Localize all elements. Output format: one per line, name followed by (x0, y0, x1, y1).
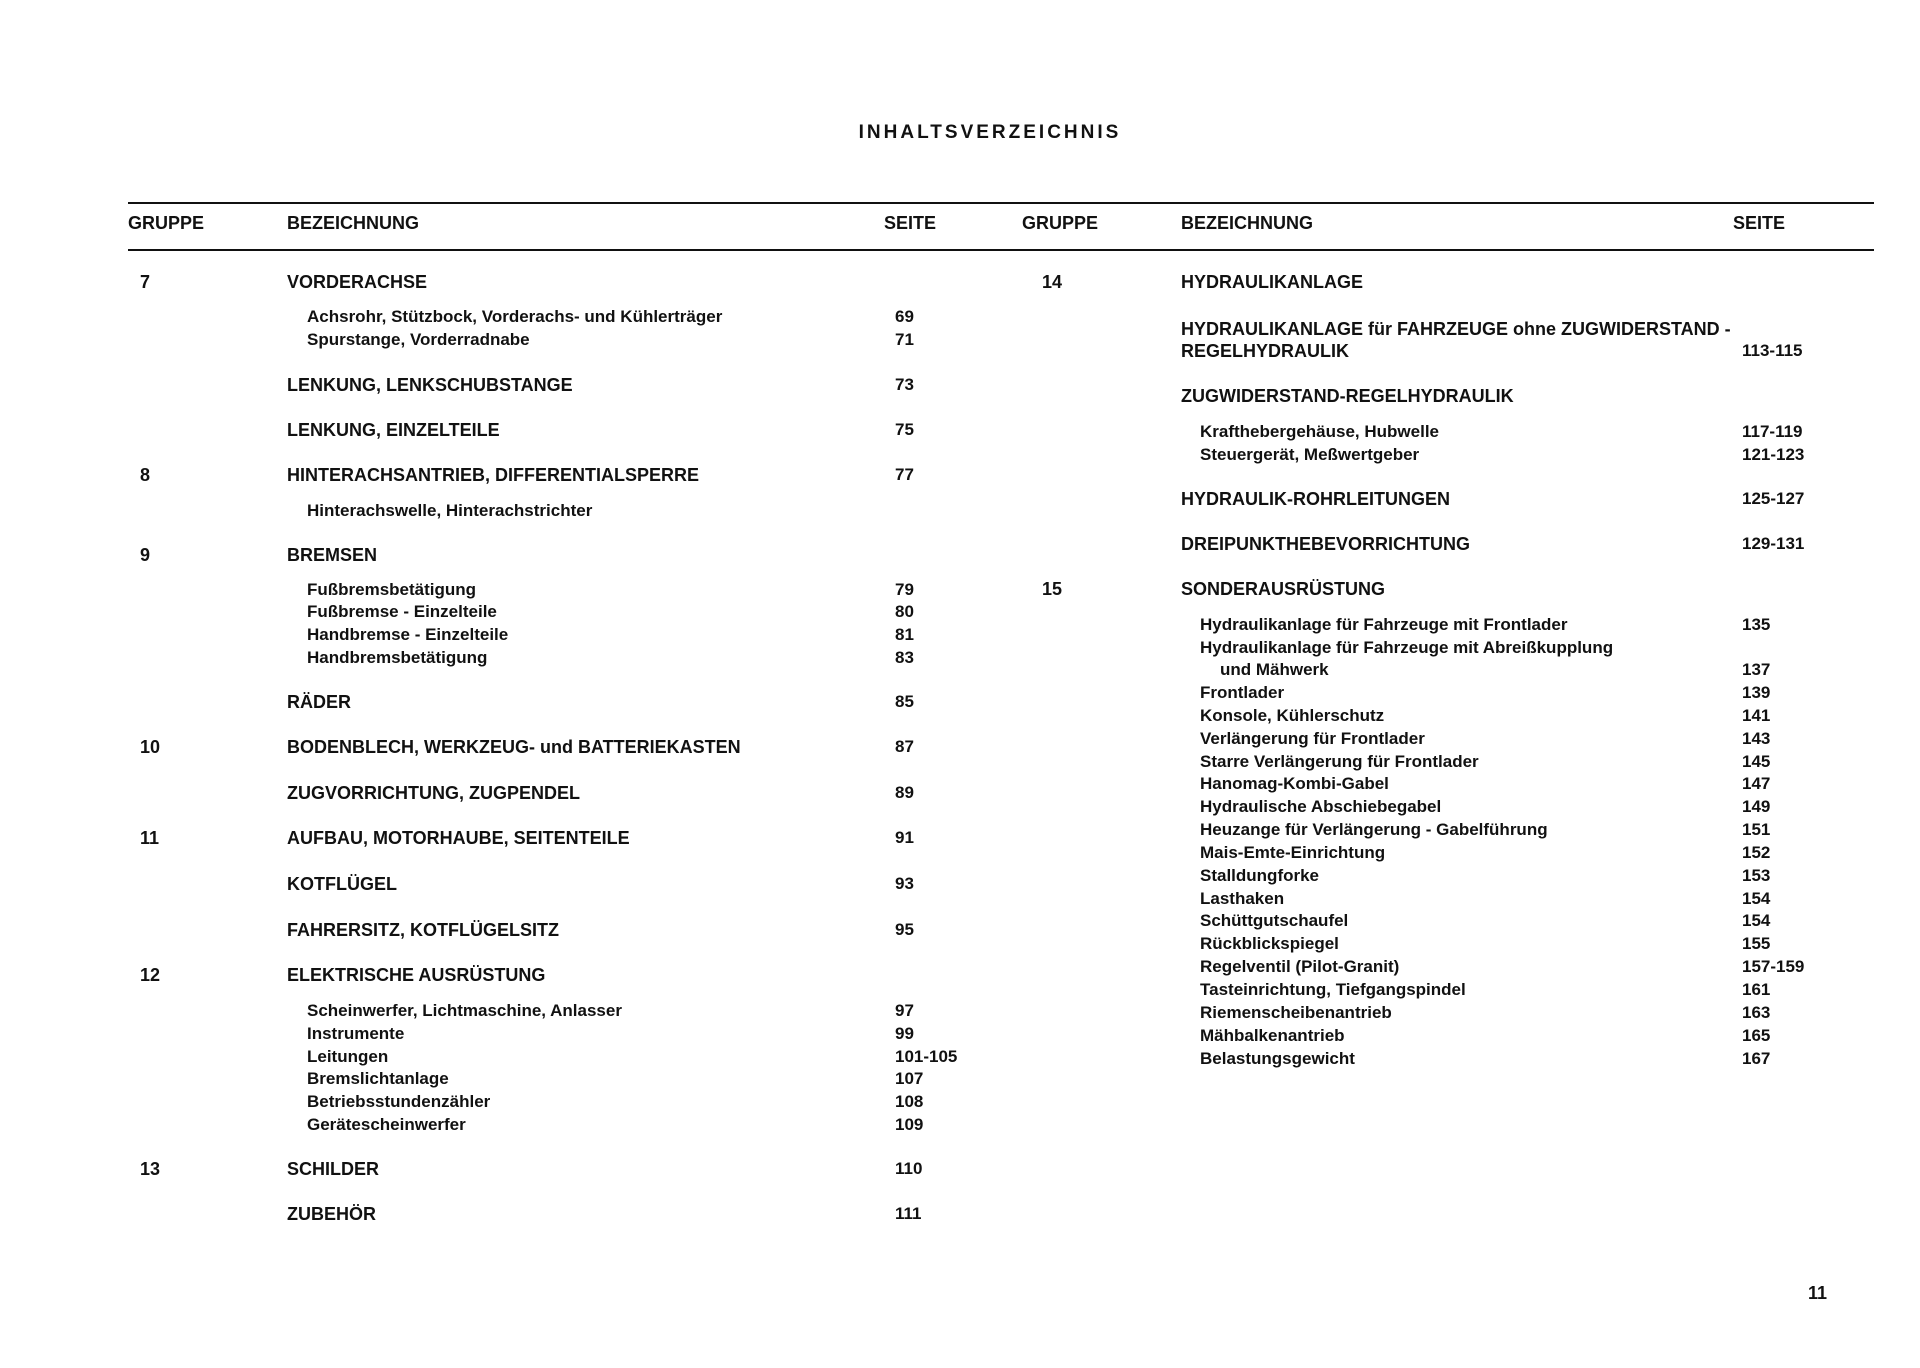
left-section-title: ELEKTRISCHE AUSRÜSTUNG (287, 965, 546, 985)
left-page-ref: 91 (895, 828, 914, 847)
left-section-title: ZUGVORRICHTUNG, ZUGPENDEL (287, 783, 581, 803)
right-page-ref: 152 (1742, 843, 1771, 862)
left-page-ref: 95 (895, 920, 914, 939)
right-page-ref: 135 (1742, 615, 1771, 634)
left-page-ref: 110 (895, 1159, 923, 1178)
left-page-ref: 111 (895, 1204, 922, 1223)
left-section-title: FAHRERSITZ, KOTFLÜGELSITZ (287, 920, 559, 940)
right-page-ref: 154 (1742, 889, 1771, 908)
left-page-ref: 89 (895, 783, 914, 802)
right-subsection-item: Hanomag-Kombi-Gabel (1200, 774, 1389, 793)
header-seite-left: SEITE (884, 213, 937, 233)
right-subsection-item: Schüttgutschaufel (1200, 911, 1349, 930)
right-subsection-item: Hydraulikanlage für Fahrzeuge mit Frontlader (1200, 615, 1568, 634)
right-page-ref: 129-131 (1742, 534, 1805, 553)
left-group-number: 13 (140, 1159, 161, 1179)
left-section-title: BREMSEN (287, 545, 378, 565)
right-section-title: ZUGWIDERSTAND-REGELHYDRAULIK (1181, 386, 1514, 406)
left-page-ref: 77 (895, 465, 914, 484)
right-section-title: DREIPUNKTHEBEVORRICHTUNG (1181, 534, 1471, 554)
header-seite-right: SEITE (1733, 213, 1786, 233)
right-group-number: 15 (1042, 579, 1063, 599)
left-page-ref: 107 (895, 1069, 924, 1088)
right-page-ref: 149 (1742, 797, 1771, 816)
right-subsection-item: Mais-Emte-Einrichtung (1200, 843, 1386, 862)
header-gruppe-left: GRUPPE (128, 213, 205, 233)
left-section-title: LENKUNG, EINZELTEILE (287, 420, 500, 440)
right-group-number: 14 (1042, 272, 1063, 292)
left-page-ref: 75 (895, 420, 914, 439)
left-subsection-item: Hinterachswelle, Hinterachstrichter (307, 501, 593, 520)
right-subsection-item: Heuzange für Verlängerung - Gabelführung (1200, 820, 1548, 839)
right-page-ref: 145 (1742, 752, 1771, 771)
left-group-number: 11 (140, 828, 160, 848)
right-page-ref: 154 (1742, 911, 1771, 930)
right-section-title: HYDRAULIKANLAGE (1181, 272, 1363, 292)
left-page-ref: 85 (895, 692, 914, 711)
left-page-ref: 99 (895, 1024, 914, 1043)
left-section-title: LENKUNG, LENKSCHUBSTANGE (287, 375, 573, 395)
header-rule-bottom (128, 249, 1874, 251)
right-subsection-item: Mähbalkenantrieb (1200, 1026, 1345, 1045)
right-page-ref: 163 (1742, 1003, 1771, 1022)
left-page-ref: 101-105 (895, 1047, 958, 1066)
left-group-number: 12 (140, 965, 161, 985)
right-page-ref: 121-123 (1742, 445, 1805, 464)
left-page-ref: 79 (895, 580, 914, 599)
right-page-ref: 137 (1742, 660, 1771, 679)
header-bezeichnung-right: BEZEICHNUNG (1181, 213, 1314, 233)
left-page-ref: 83 (895, 648, 914, 667)
left-section-title: AUFBAU, MOTORHAUBE, SEITENTEILE (287, 828, 630, 848)
left-subsection-item: Achsrohr, Stützbock, Vorderachs- und Kühlerträger (307, 307, 723, 326)
right-section-title: HYDRAULIKANLAGE für FAHRZEUGE ohne ZUGWIDERSTAND - (1181, 319, 1731, 339)
right-subsection-item: Starre Verlängerung für Frontlader (1200, 752, 1479, 771)
right-page-ref: 157-159 (1742, 957, 1805, 976)
left-section-title: HINTERACHSANTRIEB, DIFFERENTIALSPERRE (287, 465, 700, 485)
right-subsection-item: Lasthaken (1200, 889, 1285, 908)
right-page-ref: 143 (1742, 729, 1771, 748)
right-page-ref: 153 (1742, 866, 1771, 885)
right-subsection-item: Rückblickspiegel (1200, 934, 1339, 953)
page-title: INHALTSVERZEICHNIS (858, 122, 1122, 143)
left-subsection-item: Gerätescheinwerfer (307, 1115, 466, 1134)
right-page-ref: 139 (1742, 683, 1771, 702)
left-group-number: 9 (140, 545, 151, 565)
right-subsection-item: Krafthebergehäuse, Hubwelle (1200, 422, 1440, 441)
left-subsection-item: Instrumente (307, 1024, 405, 1043)
left-subsection-item: Fußbremsbetätigung (307, 580, 477, 599)
header-gruppe-right: GRUPPE (1022, 213, 1099, 233)
left-page-ref: 97 (895, 1001, 914, 1020)
right-page-ref: 165 (1742, 1026, 1771, 1045)
right-subsection-item: Tasteinrichtung, Tiefgangspindel (1200, 980, 1466, 999)
right-subsection-item: Regelventil (Pilot-Granit) (1200, 957, 1400, 976)
right-page-ref: 151 (1742, 820, 1771, 839)
left-group-number: 8 (140, 465, 151, 485)
right-page-ref: 113-115 (1742, 341, 1803, 360)
left-page-ref: 69 (895, 307, 914, 326)
left-section-title: SCHILDER (287, 1159, 380, 1179)
left-section-title: RÄDER (287, 692, 352, 712)
left-page-ref: 87 (895, 737, 914, 756)
left-page-ref: 80 (895, 602, 914, 621)
right-subsection-item: und Mähwerk (1220, 660, 1329, 679)
left-page-ref: 93 (895, 874, 914, 893)
right-subsection-item: Hydraulische Abschiebegabel (1200, 797, 1442, 816)
right-page-ref: 155 (1742, 934, 1771, 953)
right-subsection-item: Riemenscheibenantrieb (1200, 1003, 1392, 1022)
right-page-ref: 161 (1742, 980, 1771, 999)
right-page-ref: 141 (1742, 706, 1771, 725)
left-page-ref: 109 (895, 1115, 924, 1134)
left-page-ref: 73 (895, 375, 914, 394)
right-section-title: REGELHYDRAULIK (1181, 341, 1350, 361)
right-subsection-item: Frontlader (1200, 683, 1285, 702)
left-subsection-item: Handbremsbetätigung (307, 648, 488, 667)
right-subsection-item: Konsole, Kühlerschutz (1200, 706, 1385, 725)
left-subsection-item: Fußbremse - Einzelteile (307, 602, 497, 621)
left-page-ref: 108 (895, 1092, 924, 1111)
left-section-title: BODENBLECH, WERKZEUG- und BATTERIEKASTEN (287, 737, 741, 757)
left-subsection-item: Betriebsstundenzähler (307, 1092, 491, 1111)
left-subsection-item: Leitungen (307, 1047, 389, 1066)
left-group-number: 7 (140, 272, 151, 292)
right-page-ref: 147 (1742, 774, 1771, 793)
left-section-title: KOTFLÜGEL (287, 874, 397, 894)
right-subsection-item: Steuergerät, Meßwertgeber (1200, 445, 1420, 464)
left-subsection-item: Handbremse - Einzelteile (307, 625, 509, 644)
left-subsection-item: Bremslichtanlage (307, 1069, 449, 1088)
left-section-title: VORDERACHSE (287, 272, 428, 292)
left-section-title: ZUBEHÖR (287, 1204, 376, 1224)
left-page-ref: 71 (895, 330, 914, 349)
right-section-title: SONDERAUSRÜSTUNG (1181, 579, 1386, 599)
right-page-ref: 117-119 (1742, 422, 1803, 441)
header-bezeichnung-left: BEZEICHNUNG (287, 213, 420, 233)
right-subsection-item: Hydraulikanlage für Fahrzeuge mit Abreißkupplung (1200, 638, 1614, 657)
left-page-ref: 81 (895, 625, 914, 644)
right-section-title: HYDRAULIK-ROHRLEITUNGEN (1181, 489, 1450, 509)
left-subsection-item: Scheinwerfer, Lichtmaschine, Anlasser (307, 1001, 622, 1020)
right-page-ref: 167 (1742, 1049, 1771, 1068)
right-subsection-item: Verlängerung für Frontlader (1200, 729, 1425, 748)
left-subsection-item: Spurstange, Vorderradnabe (307, 330, 530, 349)
right-page-ref: 125-127 (1742, 489, 1805, 508)
page-number: 11 (1808, 1283, 1828, 1303)
right-subsection-item: Stalldungforke (1200, 866, 1320, 885)
right-subsection-item: Belastungsgewicht (1200, 1049, 1355, 1068)
left-group-number: 10 (140, 737, 161, 757)
header-rule-top (128, 202, 1874, 204)
